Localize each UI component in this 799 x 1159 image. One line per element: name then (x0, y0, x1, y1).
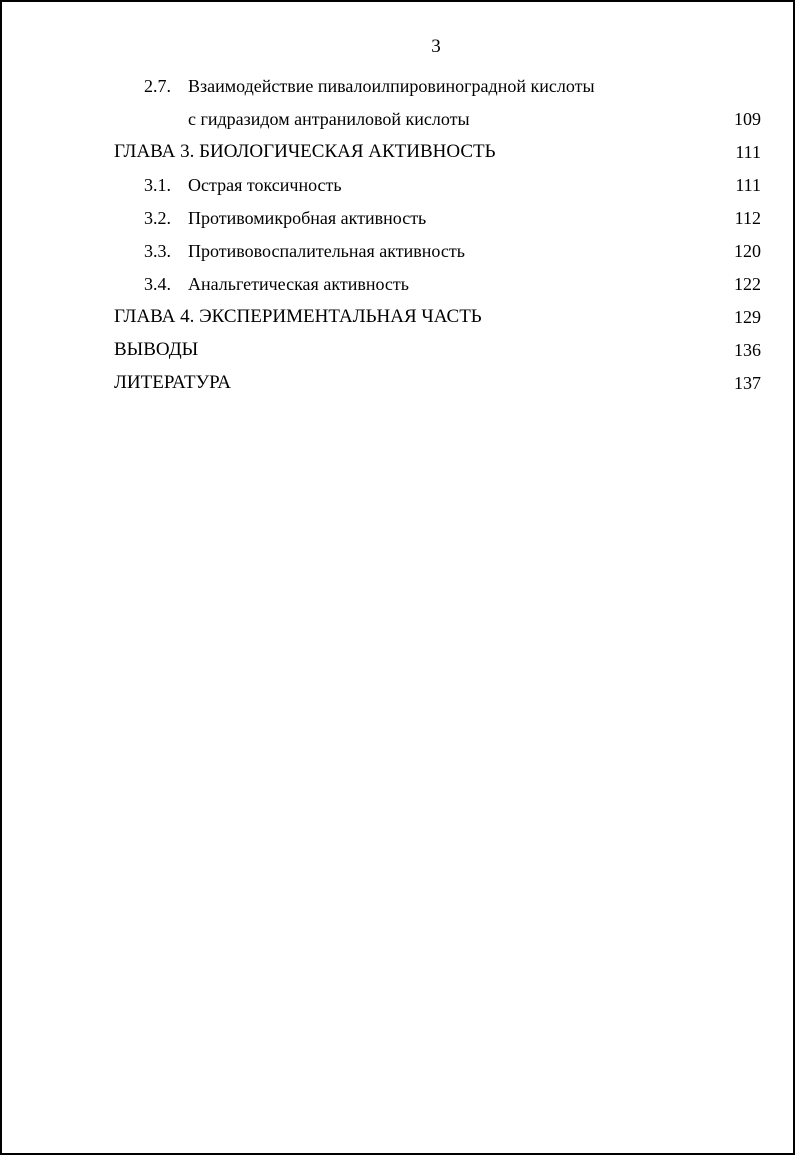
toc-entry-3-2 (2, 204, 799, 232)
toc-entry-number: 3.4. (144, 274, 171, 294)
toc-entry-3-4 (2, 270, 799, 298)
toc-entry-2-7-continued (2, 105, 799, 133)
toc-entry-2-7 (2, 72, 799, 100)
toc-chapter-title: ЛИТЕРАТУРА (114, 372, 231, 393)
toc-entry-3-1 (2, 171, 799, 199)
toc-entry-3-3 (2, 237, 799, 265)
toc-entry-page: 122 (734, 274, 761, 294)
toc-chapter-title: ВЫВОДЫ (114, 339, 199, 360)
toc-entry-page: 112 (734, 208, 761, 228)
toc-chapter-3 (2, 138, 799, 166)
toc-entry-page: 111 (735, 175, 761, 195)
toc-chapter-title: ГЛАВА 3. БИОЛОГИЧЕСКАЯ АКТИВНОСТЬ (114, 141, 496, 162)
toc-entry-page: 109 (734, 109, 761, 129)
toc-chapter-4 (2, 303, 799, 331)
toc-entry-title: Противовоспалительная активность (188, 241, 465, 261)
toc-entry-page: 120 (734, 241, 761, 261)
toc-entry-title: Анальгетическая активность (188, 274, 409, 294)
page-number: 3 (431, 36, 441, 57)
toc-entry-page: 136 (734, 340, 761, 360)
toc-entry-page: 111 (735, 142, 761, 162)
toc-entry-number: 2.7. (144, 76, 171, 96)
toc-entry-title: Противомикробная активность (188, 208, 427, 228)
toc-entry-number: 3.1. (144, 175, 171, 195)
toc-chapter-title: ГЛАВА 4. ЭКСПЕРИМЕНТАЛЬНАЯ ЧАСТЬ (114, 306, 482, 327)
toc-entry-title: Острая токсичность (188, 175, 342, 195)
toc-entry-title: Взаимодействие пивалоилпировиноградной кислоты (188, 76, 595, 96)
toc-entry-title: с гидразидом антраниловой кислоты (188, 109, 470, 129)
toc-conclusions (2, 336, 799, 364)
toc-entry-page: 129 (734, 307, 761, 327)
toc-entry-page: 137 (734, 373, 761, 393)
toc-literature (2, 369, 799, 397)
toc-entry-number: 3.3. (144, 241, 171, 261)
toc-entry-number: 3.2. (144, 208, 171, 228)
